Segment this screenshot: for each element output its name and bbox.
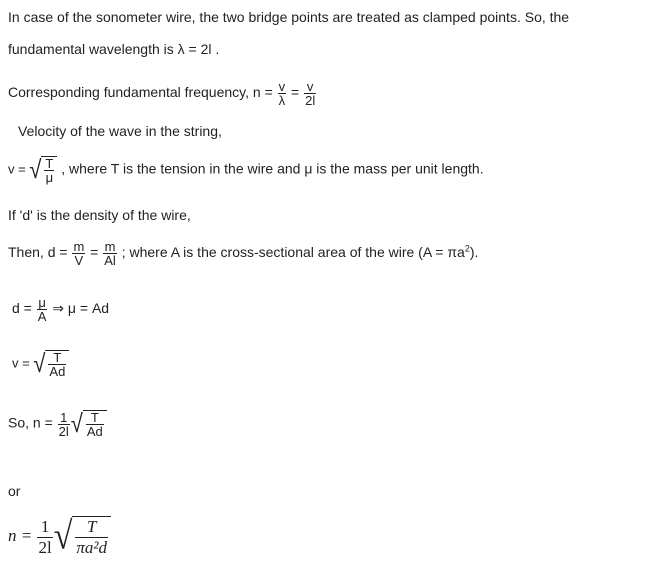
- velocity-lhs: v =: [8, 161, 30, 177]
- numerator: T: [45, 156, 54, 171]
- denominator: λ: [278, 93, 286, 108]
- frequency-lhs: n =: [8, 525, 37, 545]
- numerator: v: [304, 80, 316, 94]
- final-frequency-equation: [8, 516, 111, 558]
- mu-lhs: d =: [12, 300, 36, 317]
- numerator: v: [278, 79, 286, 94]
- density-line: [8, 240, 478, 267]
- fraction-v-over-lambda: [278, 80, 287, 107]
- fraction-m-over-al: [103, 240, 117, 267]
- square-root: √ $\frac{T}{Ad}$: [33, 350, 69, 378]
- numerator: m: [73, 239, 85, 254]
- paragraph-line-1: In case of the sonometer wire, the two bridge points are treated as clamped points. So, the: [8, 9, 570, 25]
- denominator: πa²d: [76, 538, 108, 557]
- frequency-text: Corresponding fundamental frequency, n =: [8, 84, 277, 101]
- velocity-ad-equation: [12, 350, 69, 378]
- numerator: μ: [38, 295, 46, 310]
- equals-sign: =: [287, 84, 304, 101]
- numerator: 1: [58, 411, 70, 425]
- denominator: A: [37, 309, 47, 324]
- fraction-1-over-2l: [58, 411, 70, 438]
- denominator: 2l: [38, 537, 52, 557]
- denominator: Ad: [86, 424, 103, 439]
- wavelength-equation: λ = 2l .: [177, 41, 220, 57]
- fraction-1-over-2l: [37, 517, 52, 558]
- fraction-m-over-v: [72, 240, 85, 267]
- denominator: 2l: [305, 93, 316, 108]
- paragraph-line-2: [8, 40, 219, 58]
- superscript: 2: [464, 243, 470, 254]
- square-root: √ $\frac{T}{\mu}$: [29, 156, 57, 184]
- area-description-end: ).: [469, 244, 479, 261]
- frequency-line: [8, 80, 317, 107]
- density-intro: If 'd' is the density of the wire,: [8, 207, 191, 223]
- fraction-t-over-pi-a2-d: [75, 517, 108, 558]
- equals-sign: =: [86, 244, 103, 261]
- square-root: √ $\frac{T}{\text{πa²d}}$: [54, 516, 111, 558]
- denominator: V: [74, 253, 84, 268]
- velocity-description: , where T is the tension in the wire and μ is the mass per unit length.: [57, 160, 484, 177]
- denominator: Ad: [49, 364, 66, 379]
- mu-rhs: ⇒ μ = Ad: [48, 300, 110, 317]
- velocity-formula-line: [8, 156, 484, 184]
- numerator: T: [75, 517, 108, 538]
- numerator: m: [104, 239, 116, 254]
- wavelength-text: fundamental wavelength is: [8, 41, 178, 57]
- frequency-result-line: [8, 410, 107, 438]
- fraction-t-over-mu: [44, 157, 54, 184]
- square-root: √ $\frac{T}{Ad}$: [71, 410, 107, 438]
- fraction-t-over-ad: [48, 351, 66, 378]
- or-text: or: [8, 483, 21, 499]
- denominator: 2l: [58, 423, 69, 439]
- fraction-mu-over-a: [37, 296, 48, 323]
- denominator: Al: [104, 253, 116, 268]
- velocity-heading: Velocity of the wave in the string,: [18, 123, 222, 139]
- density-lhs: Then, d =: [8, 244, 72, 261]
- mu-equation: [12, 296, 109, 323]
- fraction-v-over-2l: [304, 80, 316, 107]
- numerator: T: [86, 411, 104, 425]
- fraction-t-over-ad: [86, 411, 104, 438]
- numerator: T: [48, 351, 66, 365]
- velocity-lhs: v =: [12, 355, 34, 371]
- area-description: ; where A is the cross-sectional area of the wire (A = πa: [117, 244, 465, 261]
- denominator: μ: [45, 170, 54, 185]
- numerator: 1: [37, 517, 52, 538]
- frequency-lhs: So, n =: [8, 414, 57, 431]
